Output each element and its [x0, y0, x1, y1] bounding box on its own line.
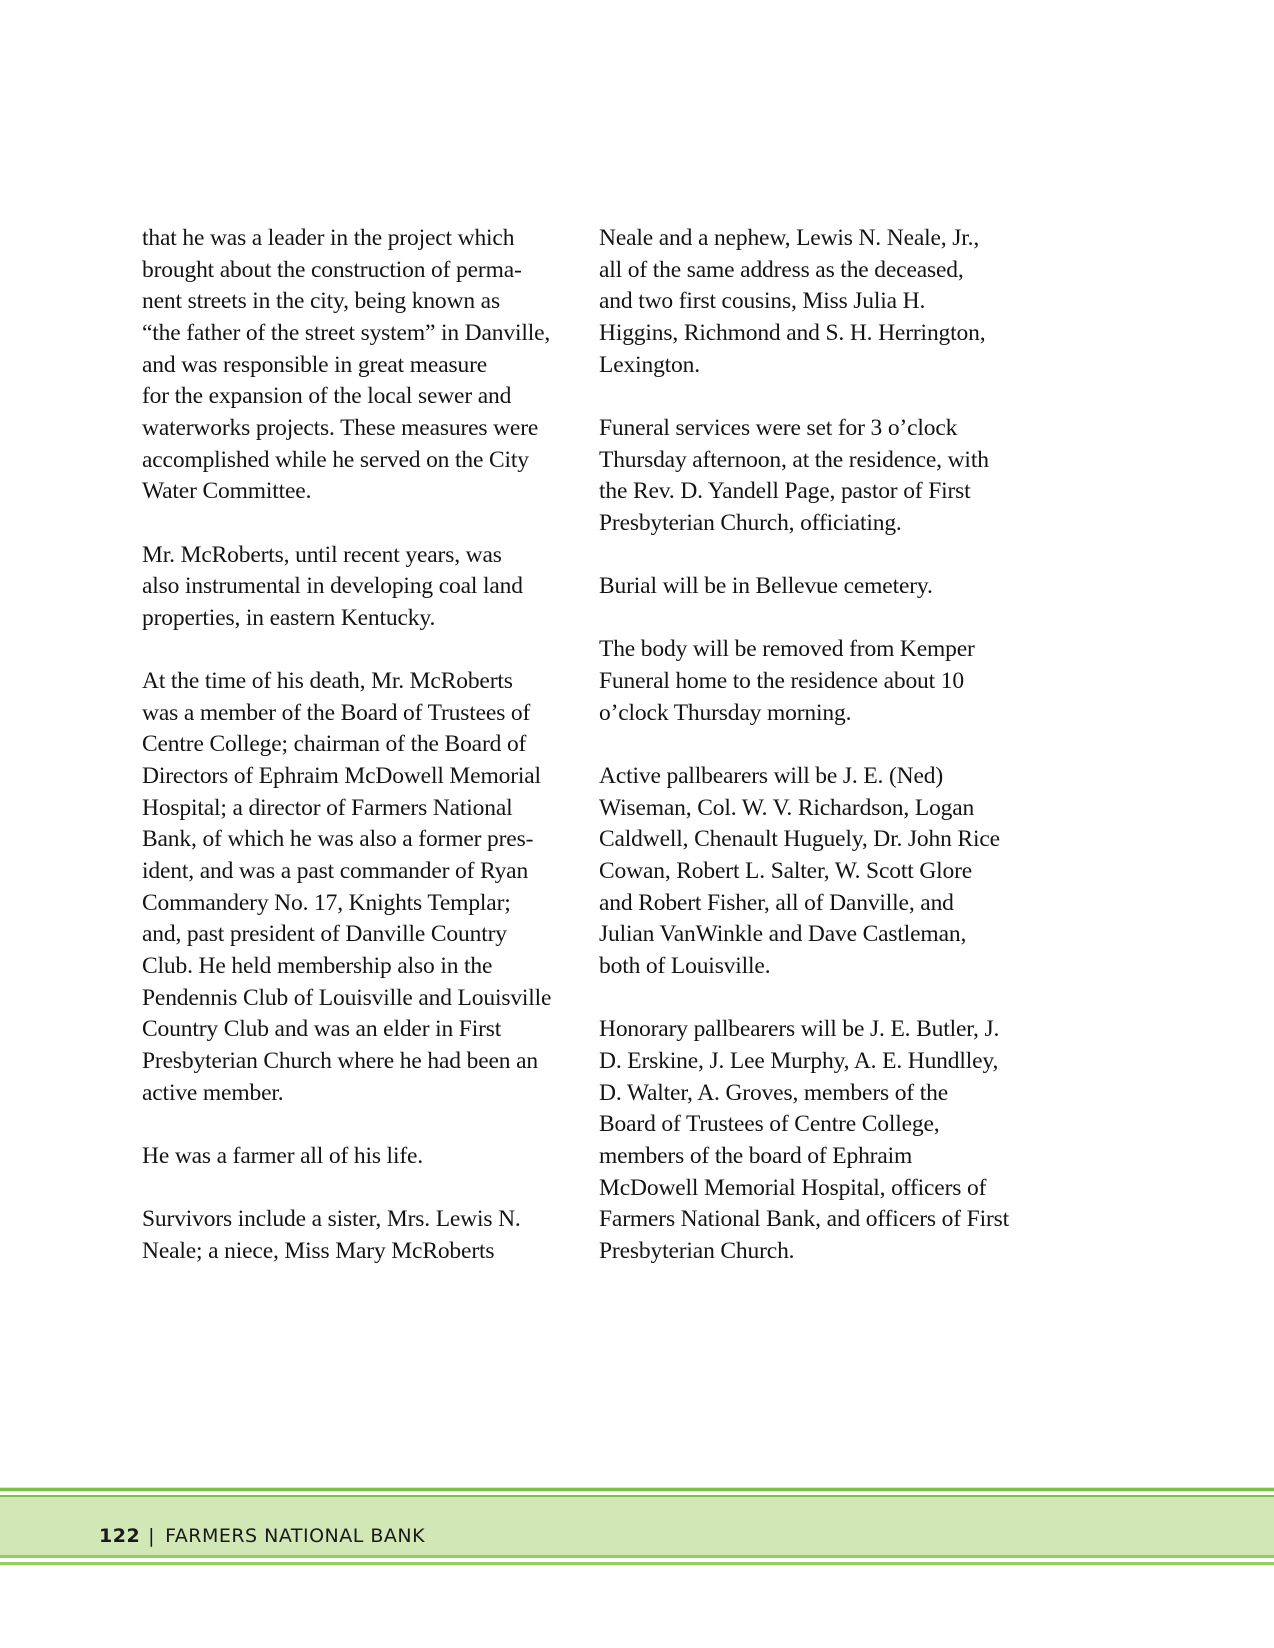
text-line: “the father of the street system” in Danville,: [142, 319, 551, 346]
text-line: Club. He held membership also in the: [142, 953, 493, 980]
text-line: Survivors include a sister, Mrs. Lewis N.: [142, 1206, 521, 1233]
paragraph: [599, 761, 1039, 983]
text-line: the Rev. D. Yandell Page, pastor of First: [599, 478, 971, 505]
text-line: Honorary pallbearers will be J. E. Butler, J.: [599, 1016, 1000, 1043]
text-line: Julian VanWinkle and Dave Castleman,: [599, 921, 967, 948]
left-column: [142, 223, 582, 1299]
text-line: Country Club and was an elder in First: [142, 1016, 502, 1043]
paragraph: [142, 1204, 582, 1267]
text-line: waterworks projects. These measures were: [142, 414, 539, 441]
text-line: members of the board of Ephraim: [599, 1142, 913, 1169]
right-column: [599, 223, 1039, 1299]
footer-separator: |: [148, 1525, 156, 1547]
text-line: and, past president of Danville Country: [142, 921, 507, 948]
text-line: Bank, of which he was also a former pres-: [142, 826, 534, 853]
text-line: and was responsible in great measure: [142, 351, 488, 378]
text-line: D. Walter, A. Groves, members of the: [599, 1079, 948, 1106]
paragraph: [142, 540, 582, 635]
paragraph: [599, 413, 1039, 540]
text-line: Thursday afternoon, at the residence, with: [599, 446, 989, 473]
text-line: Funeral home to the residence about 10: [599, 668, 964, 695]
footer-rule-bottom-inner: [0, 1555, 1274, 1558]
text-line: brought about the construction of perma-: [142, 256, 522, 283]
text-line: The body will be removed from Kemper: [599, 636, 975, 663]
paragraph: [599, 223, 1039, 381]
text-line: Mr. McRoberts, until recent years, was: [142, 541, 502, 568]
text-line: Presbyterian Church.: [599, 1237, 795, 1264]
paragraph: [142, 666, 582, 1109]
text-line: Caldwell, Chenault Huguely, Dr. John Rice: [599, 826, 1000, 853]
text-line: for the expansion of the local sewer and: [142, 383, 512, 410]
text-line: Active pallbearers will be J. E. (Ned): [599, 763, 944, 790]
text-line: was a member of the Board of Trustees of: [142, 699, 531, 726]
footer-rule-top-outer: [0, 1488, 1274, 1491]
paragraph: [599, 634, 1039, 729]
text-line: both of Louisville.: [599, 953, 771, 980]
text-line: accomplished while he served on the City: [142, 446, 529, 473]
text-line: Farmers National Bank, and officers of First: [599, 1206, 1009, 1233]
text-line: Commandery No. 17, Knights Templar;: [142, 889, 511, 916]
running-footer: [99, 1525, 425, 1547]
footer-rule-bottom-outer: [0, 1562, 1274, 1565]
paragraph: [599, 571, 1039, 603]
text-line: and two first cousins, Miss Julia H.: [599, 288, 926, 315]
text-line: Centre College; chairman of the Board of: [142, 731, 527, 758]
text-line: Pendennis Club of Louisville and Louisville: [142, 984, 552, 1011]
text-line: properties, in eastern Kentucky.: [142, 604, 436, 631]
text-line: nent streets in the city, being known as: [142, 288, 500, 315]
text-line: all of the same address as the deceased,: [599, 256, 964, 283]
text-line: He was a farmer all of his life.: [142, 1142, 423, 1169]
text-line: Higgins, Richmond and S. H. Herrington,: [599, 319, 986, 346]
text-line: Presbyterian Church where he had been an: [142, 1048, 538, 1075]
text-line: Neale and a nephew, Lewis N. Neale, Jr.,: [599, 225, 980, 251]
text-line: Directors of Ephraim McDowell Memorial: [142, 763, 541, 790]
text-line: active member.: [142, 1079, 284, 1106]
page-number: 122: [99, 1525, 141, 1547]
text-line: At the time of his death, Mr. McRoberts: [142, 668, 513, 695]
text-line: Hospital; a director of Farmers National: [142, 794, 513, 821]
paragraph: [142, 223, 582, 508]
text-line: D. Erskine, J. Lee Murphy, A. E. Hundlley,: [599, 1047, 999, 1074]
text-line: Wiseman, Col. W. V. Richardson, Logan: [599, 794, 975, 821]
paragraph: [599, 1014, 1039, 1267]
text-line: McDowell Memorial Hospital, officers of: [599, 1174, 987, 1201]
paragraph: [142, 1141, 582, 1173]
text-line: Water Committee.: [142, 478, 312, 505]
text-line: Board of Trustees of Centre College,: [599, 1111, 940, 1138]
publication-title: FARMERS NATIONAL BANK: [165, 1525, 426, 1547]
text-line: also instrumental in developing coal land: [142, 573, 523, 600]
text-line: Neale; a niece, Miss Mary McRoberts: [142, 1237, 495, 1264]
text-line: Funeral services were set for 3 o’clock: [599, 414, 958, 441]
text-line: Lexington.: [599, 351, 700, 378]
text-line: o’clock Thursday morning.: [599, 699, 852, 726]
text-line: that he was a leader in the project which: [142, 225, 515, 251]
text-line: Cowan, Robert L. Salter, W. Scott Glore: [599, 858, 973, 885]
text-line: ident, and was a past commander of Ryan: [142, 858, 529, 885]
text-line: Presbyterian Church, officiating.: [599, 509, 902, 536]
text-line: and Robert Fisher, all of Danville, and: [599, 889, 954, 916]
text-line: Burial will be in Bellevue cemetery.: [599, 573, 933, 600]
